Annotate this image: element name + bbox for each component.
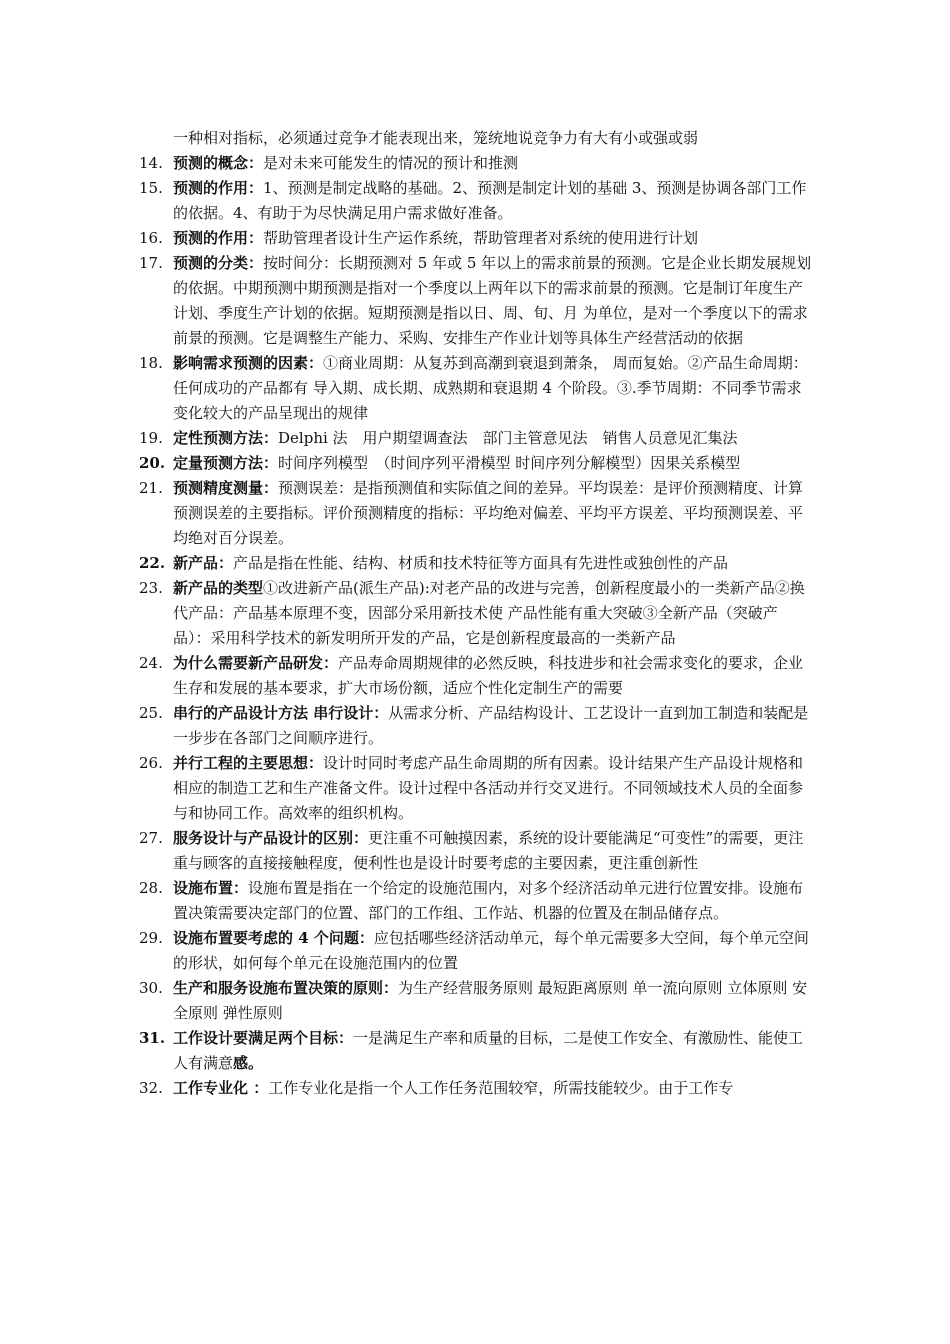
item-term: 新产品的类型: [173, 579, 264, 597]
item-number: 28.: [139, 879, 163, 897]
list-item: [0, 926, 813, 976]
item-number: 24.: [139, 654, 163, 672]
item-number: 15.: [139, 179, 163, 197]
item-text: 从需求分析、产品结构设计、工艺设计一直到加工制造和装配是一步步在各部门之间顺序进行。: [173, 704, 809, 747]
item-text: 设计时同时考虑产品生命周期的所有因素。设计结果产生产品设计规格和相应的制造工艺和生产准备文件。设计过程中各活动并行交叉进行。不同领域技术人员的全面参与和协同工作。高效率的组织机构。: [173, 754, 804, 822]
item-number: 25.: [139, 704, 163, 722]
item-term: 设施布置要考虑的 4 个问题：: [173, 929, 374, 947]
continuation-paragraph: 一种相对指标，必须通过竞争才能表现出来，笼统地说竞争力有大有小或强或弱: [173, 129, 699, 147]
numbered-list: [0, 151, 950, 1101]
list-item: [0, 551, 813, 576]
item-term: 预测的分类：: [173, 254, 264, 272]
item-term: 预测的作用：: [173, 179, 264, 197]
item-tail: 感。: [233, 1054, 264, 1072]
list-item: [0, 576, 813, 651]
item-text: Delphi 法 用户期望调查法 部门主管意见法 销售人员意见汇集法: [278, 429, 738, 447]
list-item: [0, 251, 813, 351]
item-number: 29.: [139, 929, 163, 947]
item-term: 定量预测方法：: [173, 454, 279, 472]
item-text: 按时间分：长期预测对 5 年或 5 年以上的需求前景的预测。它是企业长期发展规划的依据。中期预测中期预测是指对一个季度以上两年以下的需求前景的预测。它是制订年度生产计划、季度生产计划的依据。短期预测是指以日、周、旬、月 为单位，是对一个季度以下的需求前景的预测。它是调整生产能力、采购、安排生产作业计划等具体生产经营活动的依据: [173, 254, 812, 347]
item-text: 设施布置是指在一个给定的设施范围内，对多个经济活动单元进行位置安排。设施布置决策需要决定部门的位置、部门的工作组、工作站、机器的位置及在制品储存点。: [173, 879, 804, 922]
item-text: 应包括哪些经济活动单元，每个单元需要多大空间，每个单元空间的形状，如何每个单元在设施范围内的位置: [173, 929, 809, 972]
item-text: 预测误差：是指预测值和实际值之间的差异。平均误差：是评价预测精度、计算预测误差的主要指标。评价预测精度的指标：平均绝对偏差、平均平方误差、平均预测误差、平均绝对百分误差。: [173, 479, 804, 547]
item-term: 生产和服务设施布置决策的原则：: [173, 979, 399, 997]
list-item: [0, 351, 813, 426]
list-item: [0, 426, 813, 451]
item-term: 定性预测方法：: [173, 429, 279, 447]
list-item: [0, 701, 813, 751]
item-term: 并行工程的主要思想：: [173, 754, 324, 772]
item-term: 设施布置：: [173, 879, 249, 897]
item-text: 工作专业化是指一个人工作任务范围较窄，所需技能较少。由于工作专: [268, 1079, 734, 1097]
list-item: [0, 176, 813, 226]
item-term: 服务设计与产品设计的区别：: [173, 829, 369, 847]
list-item: [0, 476, 813, 551]
item-number: 32.: [139, 1079, 163, 1097]
item-term: 串行的产品设计方法 串行设计：: [173, 704, 389, 722]
item-number: 31.: [139, 1029, 166, 1047]
item-term: 新产品：: [173, 554, 234, 572]
item-number: 20.: [139, 454, 166, 472]
item-text: 帮助管理者设计生产运作系统，帮助管理者对系统的使用进行计划: [263, 229, 699, 247]
item-text: ①商业周期：从复苏到高潮到衰退到萧条， 周而复始。②产品生命周期：任何成功的产品都有 导入期、成长期、成熟期和衰退期 4 个阶段。③.季节周期：不同季节需求变化较大的产品呈现出的规律: [173, 354, 808, 422]
item-number: 21.: [139, 479, 163, 497]
item-term: 工作设计要满足两个目标：: [173, 1029, 354, 1047]
item-text: 是对未来可能发生的情况的预计和推测: [263, 154, 519, 172]
item-number: 30.: [139, 979, 163, 997]
list-item: [0, 451, 813, 476]
item-text: ①改进新产品(派生产品):对老产品的改进与完善，创新程度最小的一类新产品②换代产品：产品基本原理不变，因部分采用新技术使 产品性能有重大突破③全新产品（突破产品）：采用科学技术的新发明所开发的产品，它是创新程度最高的一类新产品: [173, 579, 805, 647]
list-item: [0, 751, 813, 826]
item-number: 18.: [139, 354, 163, 372]
item-number: 19.: [139, 429, 163, 447]
item-number: 22.: [139, 554, 166, 572]
item-text: 产品是指在性能、结构、材质和技术特征等方面具有先进性或独创性的产品: [233, 554, 729, 572]
item-number: 26.: [139, 754, 163, 772]
item-text: 1、预测是制定战略的基础。2、预测是制定计划的基础 3、预测是协调各部门工作的依据。4、有助于为尽快满足用户需求做好准备。: [173, 179, 807, 222]
item-number: 27.: [139, 829, 163, 847]
item-number: 17.: [139, 254, 163, 272]
item-term: 为什么需要新产品研发：: [173, 654, 339, 672]
item-number: 14.: [139, 154, 163, 172]
item-text: 更注重不可触摸因素，系统的设计要能满足“可变性”的需要，更注重与顾客的直接接触程度，便利性也是设计时要考虑的主要因素，更注重创新性: [173, 829, 804, 872]
list-item: [0, 1076, 813, 1101]
item-term: 影响需求预测的因素：: [173, 354, 324, 372]
item-text: 为生产经营服务原则 最短距离原则 单一流向原则 立体原则 安全原则 弹性原则: [173, 979, 808, 1022]
item-term: 预测的作用：: [173, 229, 264, 247]
item-number: 23.: [139, 579, 163, 597]
list-item: [0, 651, 813, 701]
item-text: 产品寿命周期规律的必然反映，科技进步和社会需求变化的要求，企业生存和发展的基本要求，扩大市场份额，适应个性化定制生产的需要: [173, 654, 804, 697]
item-term: 工作专业化 ：: [173, 1079, 269, 1097]
item-number: 16.: [139, 229, 163, 247]
item-term: 预测精度测量：: [173, 479, 279, 497]
list-item: [0, 226, 813, 251]
list-item: [0, 1026, 813, 1076]
list-item: [0, 876, 813, 926]
item-text: 一是满足生产率和质量的目标，二是使工作安全、有激励性、能使工人有满意: [173, 1029, 804, 1072]
list-item: [0, 826, 813, 876]
list-item: [0, 151, 813, 176]
list-item: [0, 976, 813, 1026]
item-term: 预测的概念：: [173, 154, 264, 172]
item-text: 时间序列模型 （时间序列平滑模型 时间序列分解模型）因果关系模型: [278, 454, 741, 472]
